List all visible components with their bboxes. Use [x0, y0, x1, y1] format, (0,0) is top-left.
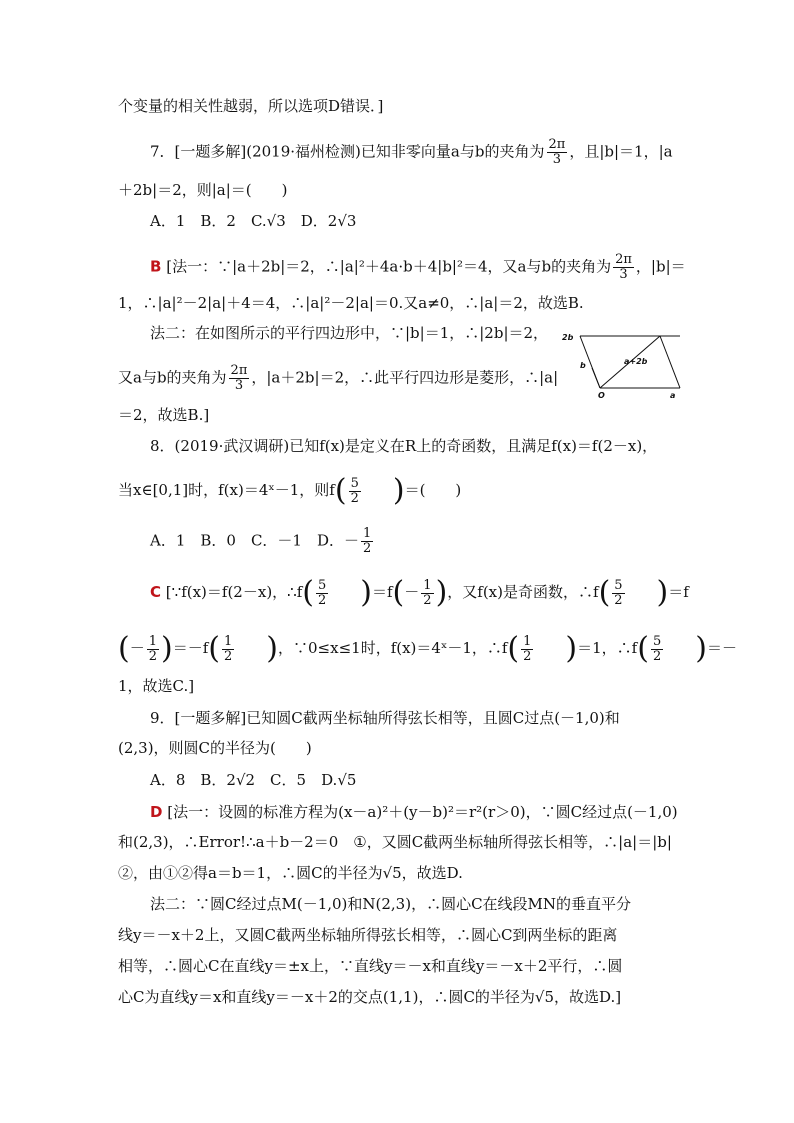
text-line: ＝2，故选B.] [118, 406, 210, 424]
text-line: 相等，∴圆心C在直线y＝±x上，∵直线y＝－x和直线y＝－x＋2平行，∴圆 [118, 957, 623, 975]
text-line: 和(2,3)，∴Error!∴a＋b－2＝0 ①，又圆C截两坐标轴所得弦长相等，∴|a|＝|b| [118, 833, 672, 851]
answer-letter: C [150, 583, 162, 601]
fraction: $\frac{1}{2}$ [363, 526, 372, 556]
question-7-stem: 7．[一题多解](2019·福州检测)已知非零向量a与b的夹角为 $\frac{2\pi}{3}$ ，且|b|＝1，|a [150, 137, 673, 167]
fraction: $\frac{2\pi}{3}$ [230, 363, 248, 393]
answer-letter: D [150, 803, 163, 821]
answer-letter: B [150, 257, 162, 276]
answer-line: B [法一：∵|a＋2b|＝2，∴|a|²＋4a·b＋4|b|²＝4，又a与b的夹角为 $\frac{2\pi}{3}$ ，|b|＝ [150, 252, 686, 282]
parallelogram-figure [560, 328, 690, 400]
text-line: 法二：在如图所示的平行四边形中，∵|b|＝1，∴|2b|＝2， [150, 324, 549, 342]
fraction: $\frac{1}{2}$ [523, 633, 532, 664]
text-line: 心C为直线y＝x和直线y＝－x＋2的交点(1,1)，∴圆C的半径为√5，故选D.] [118, 988, 622, 1006]
label-b: b [580, 361, 586, 370]
text-line: 1，∴|a|²－2|a|＋4＝4，∴|a|²－2|a|＝0.又a≠0，∴|a|＝2，故选B. [118, 294, 584, 312]
label-2b: 2b [562, 333, 574, 342]
fraction: $\frac{5}{2}$ [614, 577, 623, 608]
options-line: A．1 B．0 C．－1 D．－ $\frac{1}{2}$ [150, 526, 372, 556]
fraction: $\frac{5}{2}$ [350, 475, 359, 506]
label-a: a [670, 391, 676, 400]
fraction: $\frac{1}{2}$ [224, 633, 233, 664]
label-a-plus-2b: a+2b [624, 357, 648, 366]
text-line: 法二：∵圆C经过点M(－1,0)和N(2,3)，∴圆心C在线段MN的垂直平分 [150, 895, 632, 913]
fraction: $\frac{1}{2}$ [423, 577, 432, 608]
fraction: $\frac{5}{2}$ [652, 633, 662, 664]
text-line: 当x∈[0,1]时，f(x)＝4ˣ－1，则f( $\frac{5}{2}$ )＝( ) [118, 473, 462, 508]
answer-line: C [∵f(x)＝f(2－x)，∴f( $\frac{5}{2}$ )＝f(－ $\frac{1}{2}$ )，又f(x)是奇函数，∴f( $\frac{5}{2}$ )＝f [150, 575, 689, 610]
text-line: 1，故选C.] [118, 677, 195, 695]
fraction: $\frac{2\pi}{3}$ [615, 252, 632, 282]
fraction: $\frac{5}{2}$ [317, 577, 327, 608]
label-origin: O [598, 391, 605, 400]
text-line: (－ $\frac{1}{2}$ )＝－f( $\frac{1}{2}$ )，∵0≤x≤1时，f(x)＝4ˣ－1，∴f( $\frac{1}{2}$ )＝1，∴f( $\frac{5}{2}$ )＝－ [118, 631, 737, 666]
options-line: A．1 B．2 C.√3 D．2√3 [150, 212, 357, 230]
text-line: ②，由①②得a＝b＝1，∴圆C的半径为√5，故选D. [118, 864, 463, 882]
question-8-stem: 8．(2019·武汉调研)已知f(x)是定义在R上的奇函数，且满足f(x)＝f(2－x)， [150, 437, 658, 455]
text-line: (2,3)，则圆C的半径为( ) [118, 739, 312, 757]
text-line: 个变量的相关性越弱，所以选项D错误．] [118, 97, 384, 115]
question-9-stem: 9．[一题多解]已知圆C截两坐标轴所得弦长相等，且圆C过点(－1,0)和 [150, 709, 620, 727]
options-line: A．8 B．2√2 C．5 D.√5 [150, 771, 357, 789]
text-line: ＋2b|＝2，则|a|＝( ) [118, 181, 288, 199]
fraction: $\frac{1}{2}$ [148, 633, 158, 664]
fraction: $\frac{2\pi}{3}$ [548, 137, 566, 167]
text-line: 线y＝－x＋2上，又圆C截两坐标轴所得弦长相等，∴圆心C到两坐标的距离 [118, 926, 618, 944]
answer-line: D [法一：设圆的标准方程为(x－a)²＋(y－b)²＝r²(r＞0)，∵圆C经过点(－1,0) [150, 803, 678, 821]
text-line: 又a与b的夹角为 $\frac{2\pi}{3}$ ，|a＋2b|＝2，∴此平行四边形是菱形，∴|a| [118, 363, 559, 393]
